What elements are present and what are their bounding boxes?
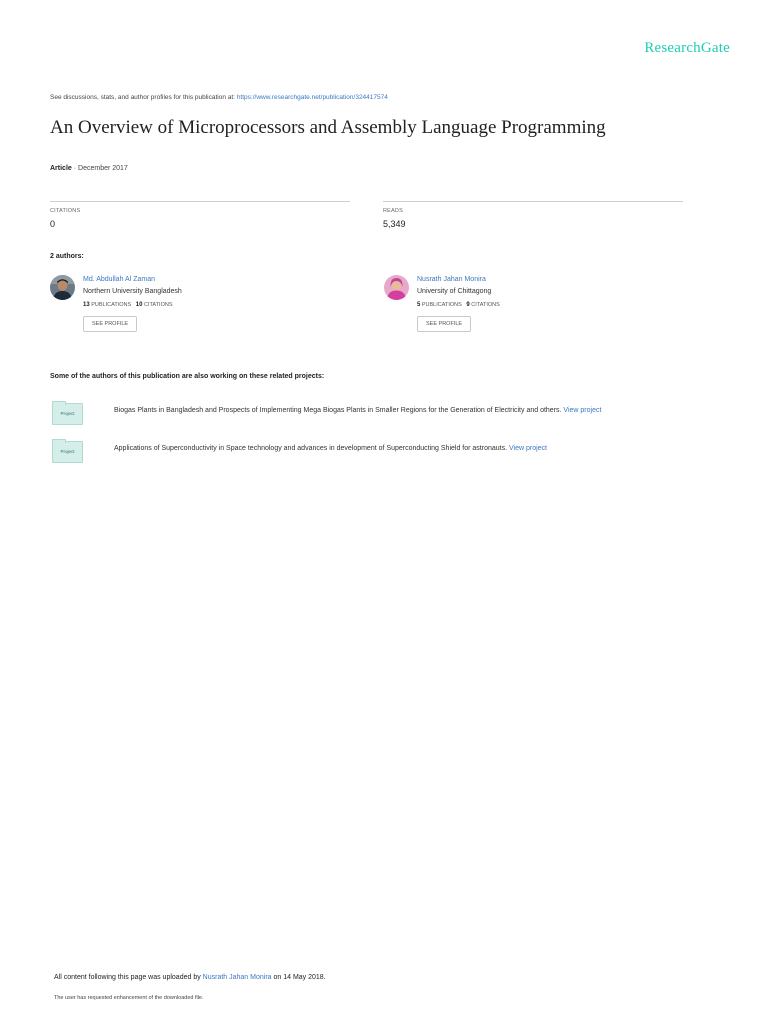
view-project-link[interactable]: View project xyxy=(563,407,602,414)
citations-value: 0 xyxy=(50,219,56,229)
publication-meta xyxy=(50,165,128,172)
see-profile-button[interactable]: SEE PROFILE xyxy=(83,316,137,332)
publication-type: Article xyxy=(50,165,72,172)
project-text: Biogas Plants in Bangladesh and Prospects of Implementing Mega Biogas Plants in Smaller Regions for the Generation of Electricity and others. xyxy=(114,407,562,414)
author-card-1 xyxy=(50,275,350,345)
author-institution: Northern University Bangladesh xyxy=(83,288,182,295)
avatar[interactable] xyxy=(384,275,409,300)
citations-label: CITATIONS xyxy=(50,208,81,214)
authors-heading: 2 authors: xyxy=(50,253,84,260)
author-publications-count: 13 xyxy=(83,302,90,308)
author-card-2 xyxy=(384,275,684,345)
project-icon-label: Project xyxy=(60,411,75,416)
author-photo-icon xyxy=(384,275,409,300)
author-citations-count: 10 xyxy=(135,302,143,308)
enhancement-note: The user has requested enhancement of the downloaded file. xyxy=(54,995,204,1001)
project-description xyxy=(114,445,547,452)
discussion-text: See discussions, stats, and author profiles for this publication at: xyxy=(50,94,235,101)
author-name-link[interactable]: Nusrath Jahan Monira xyxy=(417,276,486,283)
see-profile-button[interactable]: SEE PROFILE xyxy=(417,316,471,332)
avatar[interactable] xyxy=(50,275,75,300)
project-text: Applications of Superconductivity in Space technology and advances in development of Superconducting Shield for astronauts. xyxy=(114,445,508,452)
author-citations-count: 9 xyxy=(466,302,470,308)
author-citations-label: CITATIONS xyxy=(471,302,500,308)
project-folder-icon xyxy=(52,403,83,425)
uploader-link[interactable]: Nusrath Jahan Monira xyxy=(202,974,272,981)
author-publications-count: 5 xyxy=(417,302,421,308)
view-project-link[interactable]: View project xyxy=(508,445,547,452)
researchgate-logo[interactable]: ResearchGate xyxy=(644,40,730,56)
author-stats xyxy=(83,302,182,308)
author-citations-label: CITATIONS xyxy=(143,302,173,308)
project-folder-icon xyxy=(52,441,83,463)
project-icon-label: Project xyxy=(60,449,75,454)
project-item-2 xyxy=(50,439,710,465)
author-name-link[interactable]: Md. Abdullah Al Zaman xyxy=(83,276,155,283)
project-description xyxy=(114,407,601,414)
reads-stat xyxy=(383,201,683,229)
author-publications-label: PUBLICATIONS xyxy=(91,302,132,308)
reads-label: READS xyxy=(383,208,403,214)
publication-title: An Overview of Microprocessors and Assembly Language Programming xyxy=(50,117,606,138)
discussion-notice xyxy=(50,94,388,101)
author-institution: University of Chittagong xyxy=(417,288,492,295)
publication-date: · December 2017 xyxy=(71,165,128,172)
upload-date: on 14 May 2018. xyxy=(273,974,326,981)
citations-stat xyxy=(50,201,350,229)
upload-prefix: All content following this page was uploaded by xyxy=(54,974,201,981)
publication-url-link[interactable]: https://www.researchgate.net/publication/324417574 xyxy=(236,94,388,101)
reads-value: 5,349 xyxy=(383,219,406,229)
author-stats xyxy=(417,302,500,308)
related-projects-heading: Some of the authors of this publication are also working on these related projects: xyxy=(50,373,325,380)
author-publications-label: PUBLICATIONS xyxy=(421,302,462,308)
upload-notice xyxy=(54,974,326,981)
project-item-1 xyxy=(50,401,710,427)
author-photo-icon xyxy=(50,275,75,300)
